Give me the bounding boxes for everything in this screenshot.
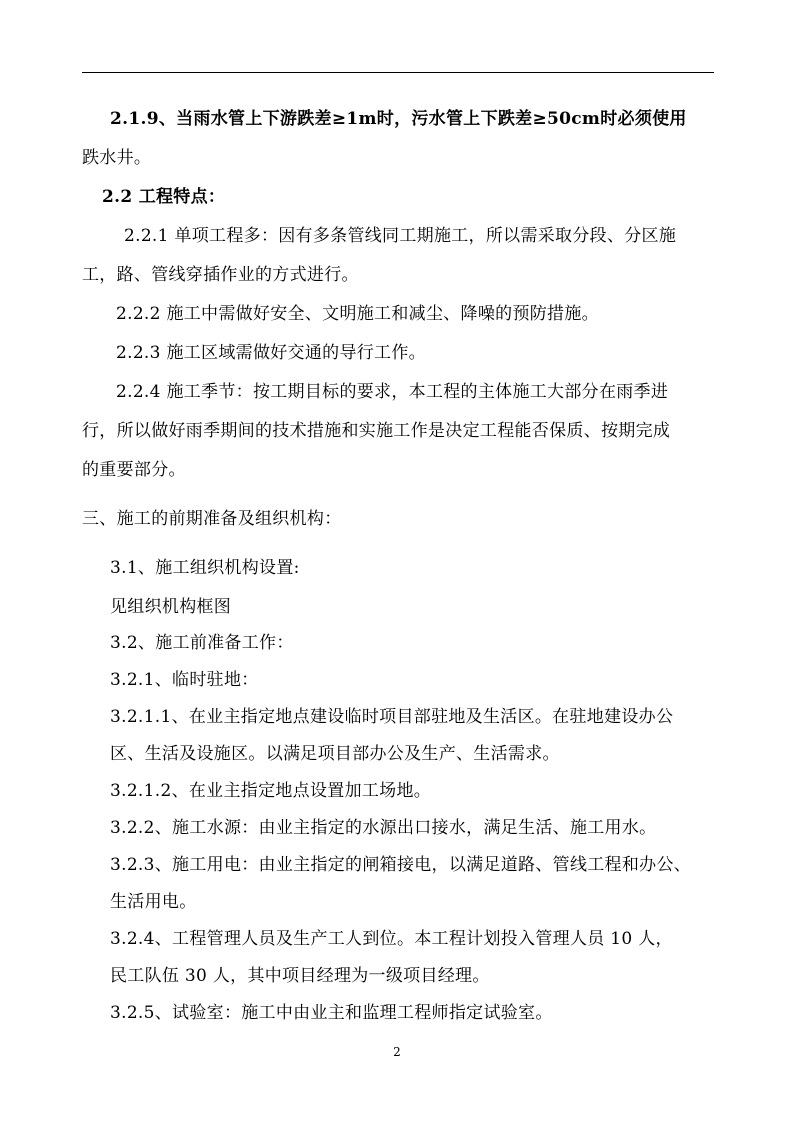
page-number: 2 [393,1045,401,1059]
paragraph-3-2-3-line-1: 3.2.3、施工用电：由业主指定的闸箱接电，以满足道路、管线工程和办公、 [110,855,692,875]
paragraph-3-1: 3.1、施工组织机构设置: [110,558,300,578]
paragraph-3-2-1-1-line-1: 3.2.1.1、在业主指定地点建设临时项目部驻地及生活区。在驻地建设办公 [110,707,674,727]
paragraph-2-2-1-line-1: 2.2.1 单项工程多：因有多条管线同工期施工，所以需采取分段、分区施 [124,226,677,246]
header-rule [82,72,714,73]
paragraph-3-2-1-1-line-2: 区、生活及设施区。以满足项目部办公及生产、生活需求。 [110,744,560,764]
paragraph-2-2-1-line-2: 工，路、管线穿插作业的方式进行。 [82,265,359,285]
paragraph-3-2-5: 3.2.5、试验室：施工中由业主和监理工程师指定试验室。 [110,1003,553,1023]
section-heading-3: 三、施工的前期准备及组织机构： [82,509,342,529]
org-chart-reference: 见组织机构框图 [110,597,232,617]
section-heading-2-2: 2.2 工程特点： [102,187,226,207]
paragraph-3-2-1-2: 3.2.1.2、在业主指定地点设置加工场地。 [110,781,432,801]
paragraph-3-2-2: 3.2.2、施工水源：由业主指定的水源出口接水，满足生活、施工用水。 [110,818,657,838]
paragraph-2-1-9-line-2: 跌水井。 [82,148,152,168]
paragraph-2-2-2: 2.2.2 施工中需做好安全、文明施工和减尘、降噪的预防措施。 [116,304,599,324]
paragraph-3-2-1: 3.2.1、临时驻地： [110,670,259,690]
paragraph-3-2-3-line-2: 生活用电。 [110,892,197,912]
paragraph-2-2-4-line-2: 行，所以做好雨季期间的技术措施和实施工作是决定工程能否保质、按期完成 [82,421,671,441]
paragraph-3-2-4-line-2: 民工队伍 30 人，其中项目经理为一级项目经理。 [110,966,490,986]
paragraph-2-2-4-line-1: 2.2.4 施工季节：按工期目标的要求，本工程的主体施工大部分在雨季进 [116,382,669,402]
paragraph-2-2-3: 2.2.3 施工区域需做好交通的导行工作。 [116,343,426,363]
paragraph-3-2-4-line-1: 3.2.4、工程管理人员及生产工人到位。本工程计划投入管理人员 10 人， [110,929,673,949]
paragraph-3-2: 3.2、施工前准备工作： [110,633,294,653]
paragraph-2-2-4-line-3: 的重要部分。 [82,460,186,480]
paragraph-2-1-9-line-1: 2.1.9、当雨水管上下游跌差≥1m时，污水管上下跌差≥50cm时必须使用 [110,109,687,129]
